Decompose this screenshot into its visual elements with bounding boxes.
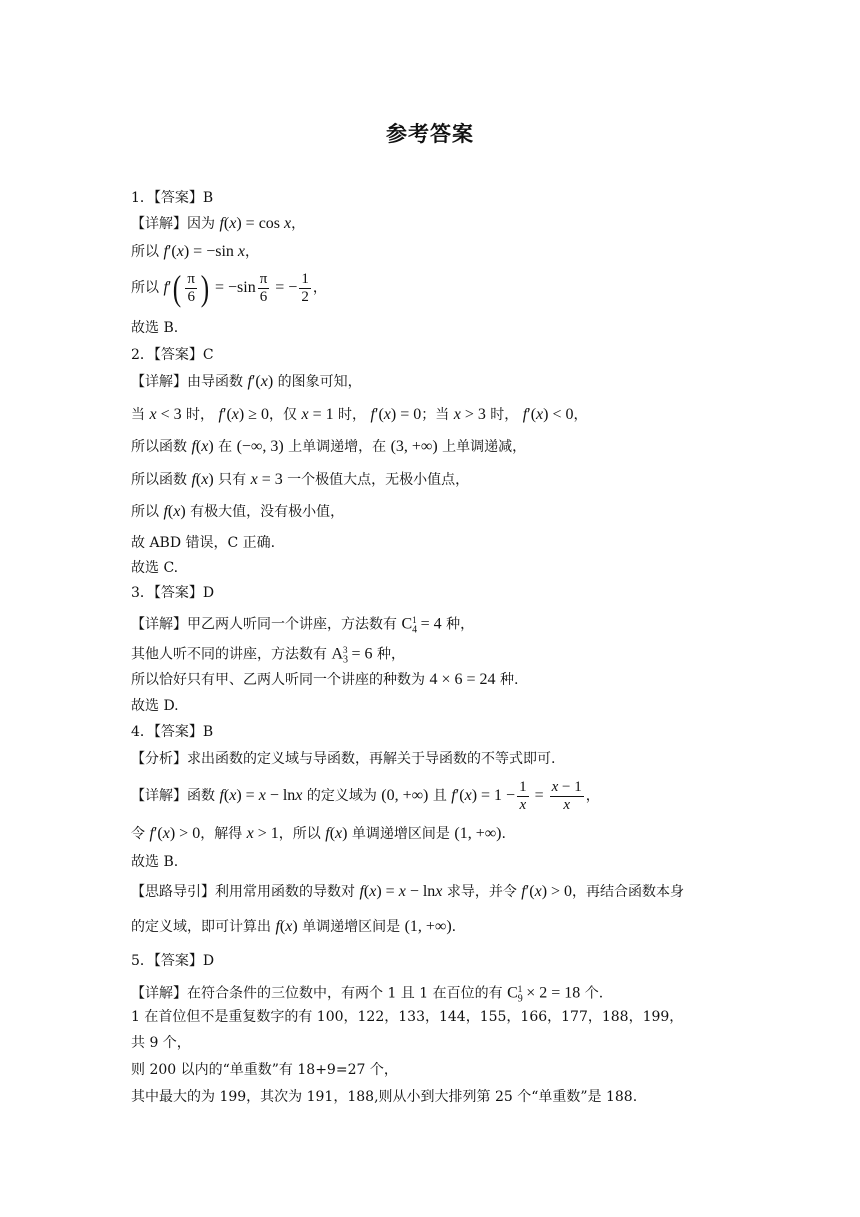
q2-answer: 2．【答案】C: [131, 347, 214, 363]
q2-line4: 所以函数 f(x) 只有 x = 3 一个极值大点，无极小值点，: [131, 471, 470, 488]
q2-choice: 故选 C.: [131, 560, 179, 576]
q3-line3: 所以恰好只有甲、乙两人听同一个讲座的种数为 4 × 6 = 24 种.: [131, 671, 519, 688]
q4-line3: 令 f′(x) > 0，解得 x > 1，所以 f(x) 单调递增区间是 (1, +∞).: [131, 825, 506, 842]
q5-detail: 【详解】在符合条件的三位数中，有两个 1 且 1 在百位的有 $C_9^1 \times 2 = 18$ 个.: [131, 984, 604, 1005]
q5-answer: 5．【答案】D: [131, 953, 215, 969]
q3-detail: 【详解】甲乙两人听同一个讲座，方法数有 $C_4^1 = 4$ 种，: [131, 615, 475, 636]
q4-hint: 【思路导引】利用常用函数的导数对 f(x) = x − lnx 求导，并令 f′(x) > 0，再结合函数本身: [131, 883, 685, 900]
q3-choice: 故选 D.: [131, 698, 179, 714]
q1-evaluation: 所以 f′( $\frac{\pi}{6}$ ) = −sin $\frac{\pi}{6}$ = − $\frac{1}{2}$ ，: [131, 268, 327, 308]
q1-detail: 【详解】因为 f(x) = cos x，: [131, 215, 306, 232]
q3-answer: 3．【答案】D: [131, 585, 215, 601]
q4-analysis: 【分析】求出函数的定义域与导函数，再解关于导函数的不等式即可.: [131, 751, 556, 767]
q2-detail: 【详解】由导函数 f′(x) 的图象可知，: [131, 373, 362, 390]
q4-choice: 故选 B.: [131, 854, 179, 870]
q2-line5: 所以 f(x) 有极大值，没有极小值，: [131, 503, 345, 520]
q2-line3: 所以函数 f(x) 在 (−∞, 3) 上单调递增，在 (3, +∞) 上单调递减，: [131, 438, 527, 455]
q3-line2: 其他人听不同的讲座，方法数有 $A_3^3 = 6$ 种，: [131, 645, 405, 666]
page-title: 参考答案: [386, 122, 474, 146]
q4-hint-cont: 的定义域，即可计算出 f(x) 单调递增区间是 (1, +∞).: [131, 918, 457, 935]
q1-answer: 1．【答案】B: [131, 190, 214, 206]
q1-choice: 故选 B.: [131, 320, 179, 336]
q2-line2: 当 x < 3 时， f′(x) ≥ 0，仅 x = 1 时， f′(x) = 0；当 x > 3 时， f′(x) < 0，: [131, 406, 588, 423]
q5-line4: 则 200 以内的“单重数”有 18+9=27 个，: [131, 1062, 398, 1078]
q2-line6: 故 ABD 错误，C 正确.: [131, 535, 276, 551]
q1-derivative: 所以 f′(x) = −sin x，: [131, 243, 259, 260]
q5-line5: 其中最大的为 199，其次为 191，188,则从小到大排列第 25 个“单重数”是 188.: [131, 1089, 638, 1105]
q5-line3: 共 9 个，: [131, 1035, 191, 1051]
q4-answer: 4．【答案】B: [131, 724, 214, 740]
q5-line2: 1 在首位但不是重复数字的有 100，122，133，144，155，166，177，188，199，: [131, 1009, 684, 1025]
q4-detail: 【详解】函数 f(x) = x − lnx 的定义域为 (0, +∞) 且 f′(x) = 1 − $\frac{1}{x}$ = $\frac{x - 1}{x}$ ，: [131, 778, 600, 813]
